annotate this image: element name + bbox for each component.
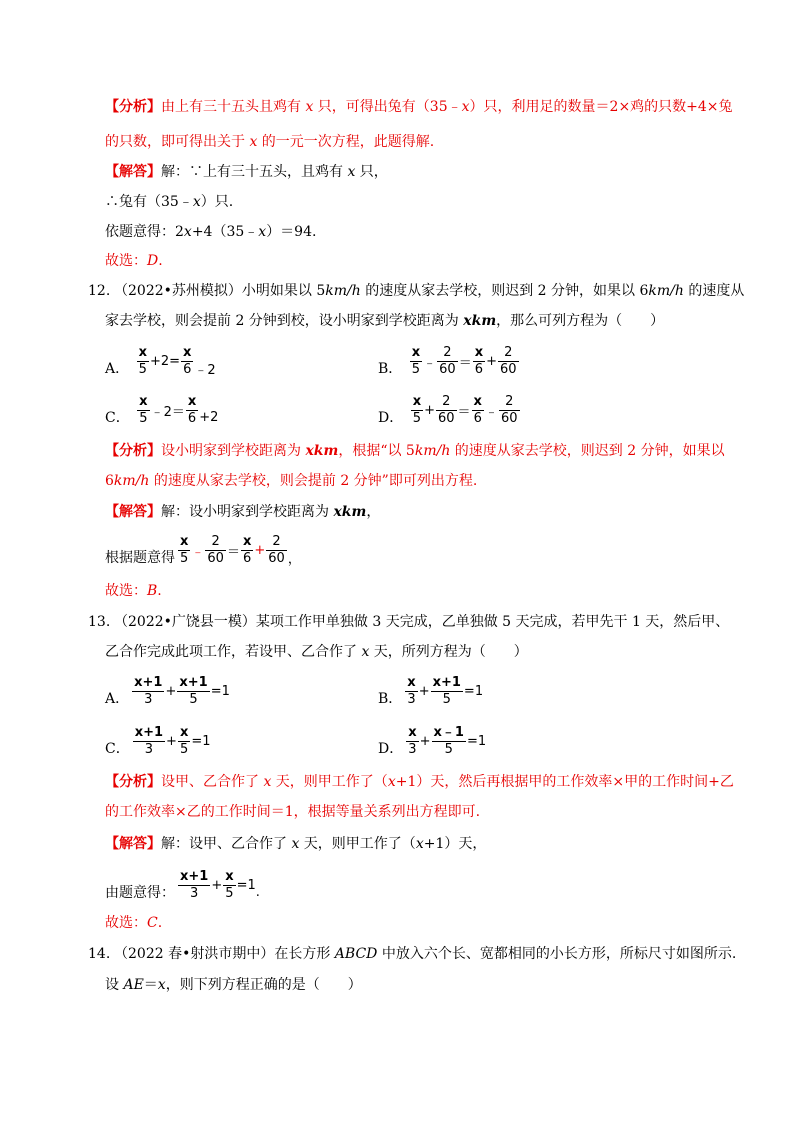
q11-answer-line3 [105,222,316,242]
numerator: x [180,534,189,549]
fraction [473,345,485,378]
numerator: 2 [437,345,458,362]
text: ，则下列方程正确的是（ ） [165,977,362,993]
numerator: x [225,869,234,884]
denominator: 3 [407,692,416,707]
numerator: x [138,345,147,360]
q11-analysis-line1 [105,97,733,117]
text: 的只数，即可得出关于 [105,134,250,150]
text: 由上有三十五头且鸡有 [161,99,306,115]
text: ）只. [200,194,234,210]
fraction [137,345,149,378]
numerator: x+1 [134,725,164,740]
q12-option-b[interactable] [378,340,520,378]
numerator: 2 [266,534,287,551]
answer-letter: D [147,253,159,269]
q11-analysis-line2 [105,132,434,152]
var: xkm [333,504,367,520]
unit: km/h [648,283,684,299]
denominator: 3 [408,742,417,757]
numerator: x [407,675,416,690]
text: ）只，利用足的数量＝2×鸡的只数+4×兔 [469,99,733,115]
fraction [177,675,209,708]
option-label: A． [105,361,130,377]
denominator: 5 [139,411,148,426]
answer-tag: 【解答】 [105,164,161,180]
q12-option-c[interactable] [105,389,218,427]
text: ，根据“以 5 [338,443,415,459]
numerator: x [187,394,197,409]
text: . [157,915,163,931]
fraction [498,345,519,378]
q13-option-c[interactable] [105,718,211,758]
question-number: 12. [88,283,111,299]
fraction [133,725,165,758]
option-label: D． [378,741,404,757]
numerator: x [411,345,421,360]
operator: =1 [191,734,211,749]
text: . [158,253,163,269]
denominator: 5 [412,411,422,426]
operator: =1 [463,684,484,699]
analysis-tag: 【分析】 [105,99,161,115]
q12-stem-line1 [114,281,744,301]
text: 乙合作完成此项工作，若设甲、乙合作了 [105,644,362,660]
text: ∴兔有（35﹣ [105,194,193,210]
operator: + [166,734,177,749]
text: 设甲、乙合作了 [161,774,264,790]
denominator: 5 [180,742,189,757]
text: 天，所列方程为（ ） [369,644,528,660]
analysis-tag: 【分析】 [105,443,161,459]
var: x [258,224,267,240]
question-number: 14. [88,946,111,962]
denominator: 6 [473,411,482,426]
operator: ﹣ [484,405,498,420]
denominator: 60 [268,551,285,566]
answer-tag: 【解答】 [105,504,161,520]
text: （2022•苏州模拟）小明如果以 5 [114,283,326,299]
operator: ﹣2 [194,363,216,378]
denominator: 5 [442,692,451,707]
numerator: x+1 [180,869,209,884]
text: 依题意得：2 [105,224,184,240]
var: xkm [463,313,497,329]
text: +1）天， [423,836,487,852]
q13-analysis-line2 [105,802,480,822]
operator: =1 [466,734,487,749]
var: ABCD [334,946,378,962]
operator: ﹣ [191,545,205,560]
numerator: x [139,394,148,409]
fraction [406,725,418,758]
fraction [431,675,463,708]
text: 解：∵上有三十五头，且鸡有 [161,164,348,180]
option-label: A． [105,691,130,707]
text: 的一元一次方程，此题得解. [257,134,435,150]
numerator: 2 [498,345,519,362]
unit: km/h [113,473,150,489]
var: xkm [305,443,339,459]
denominator: 60 [500,362,517,377]
option-label: B． [378,361,403,377]
var: x [291,836,300,852]
denominator: 60 [439,362,456,377]
punctuation: . [255,885,260,900]
operator: + [418,684,430,699]
text: 设 [105,977,124,993]
question-number: 13. [88,614,111,630]
text: 的速度从家去学校，则迟到 2 分钟，如果以 [450,443,725,459]
text: 解：设小明家到学校距离为 [161,504,334,520]
text: 故选： [105,583,147,599]
q12-answer-equation [105,527,301,567]
operator: +2= [149,354,181,369]
q12-answer-line1 [105,502,380,522]
text: 中放入六个长、宽都相同的小长方形，所标尺寸如图所示. [377,946,737,962]
q13-answer-line1 [105,834,486,854]
operator: =1 [236,878,256,893]
operator: + [165,684,177,699]
text: +1）天，然后再根据甲的工作效率×甲的工作时间+乙 [395,774,734,790]
analysis-tag: 【分析】 [105,774,161,790]
denominator: 60 [207,551,224,566]
q11-answer-line2 [105,192,233,212]
option-label: C． [105,741,130,757]
denominator: 5 [444,742,453,757]
q13-analysis-line1 [105,772,734,792]
text: 设小明家到学校距离为 [161,443,306,459]
q14-stem-line2 [105,975,362,995]
text: ）＝94. [266,224,317,240]
text: 6 [105,473,114,489]
denominator: 5 [180,551,189,566]
fraction [411,394,423,427]
operator: + [419,734,431,749]
denominator: 5 [138,362,147,377]
denominator: 6 [187,411,197,426]
q13-option-a[interactable] [105,668,230,708]
numerator: 2 [499,394,520,411]
operator: + [424,403,435,418]
text: 天，则甲工作了（ [271,774,388,790]
text: ， [366,504,381,520]
text: 解：设甲、乙合作了 [161,836,292,852]
operator: =1 [210,684,230,699]
fraction [178,725,190,758]
operator: ＝ [457,405,471,420]
var: x [461,99,470,115]
fraction [405,675,417,708]
var: x [183,224,192,240]
fraction [499,394,520,427]
answer-letter: C [147,915,158,931]
q12-analysis-line1 [105,441,725,461]
text: 的速度从家去学校，则会提前 2 分钟”即可列出方程. [149,473,478,489]
var: x [157,977,166,993]
q13-stem-line1 [114,612,729,632]
operator: +2 [199,410,219,425]
var: x [263,774,272,790]
option-label: B． [378,691,403,707]
var: x [361,644,370,660]
q11-choice [105,251,163,271]
denominator: 5 [189,692,198,707]
numerator: x [242,534,252,549]
q12-option-a[interactable] [105,340,216,378]
q13-choice [105,913,162,933]
numerator: x﹣1 [433,725,464,740]
denominator: 5 [225,886,234,901]
q13-stem-line2 [105,642,528,662]
numerator: x [408,725,417,740]
q12-option-d[interactable] [378,389,521,427]
q12-choice [105,581,162,601]
q13-answer-equation [105,862,260,902]
var: x [249,134,258,150]
option-label: C． [105,410,130,426]
fraction [137,394,149,427]
var: AE [123,977,144,993]
operator: ＝ [458,356,472,371]
text: . [157,583,162,599]
text: 只，可得出兔有（35﹣ [313,99,462,115]
text: 故选： [105,253,147,269]
fraction [132,675,164,708]
fraction [437,345,458,378]
q12-stem-line2 [105,311,664,331]
fraction [205,534,226,567]
operator: ﹣ [423,356,437,371]
numerator: x+1 [134,675,163,690]
unit: km/h [414,443,451,459]
numerator: x+1 [179,675,208,690]
denominator: 3 [190,886,199,901]
denominator: 6 [183,362,192,377]
answer-letter: B [147,583,158,599]
fraction [178,869,210,902]
denominator: 3 [144,742,154,757]
operator: ﹣2＝ [150,405,185,420]
operator: + [486,354,498,369]
text: 故选： [105,915,147,931]
var: x [387,774,396,790]
numerator: x [473,394,482,409]
denominator: 6 [243,551,252,566]
text: （2022•广饶县一模）某项工作甲单独做 3 天完成，乙单独做 5 天完成，若甲先干 1 天，然后甲、 [114,614,730,630]
fraction [178,534,190,567]
text: ＝ [143,977,158,993]
fraction [181,345,193,378]
text: ，那么可列方程为（ ） [496,313,665,329]
fraction [472,394,484,427]
numerator: x [412,394,422,409]
text: 天，则甲工作了（ [299,836,416,852]
text: 的速度从家去学校，则迟到 2 分钟，如果以 6 [360,283,649,299]
numerator: x [183,345,192,360]
denominator: 60 [500,411,518,426]
var: x [347,164,356,180]
q13-option-d[interactable] [378,718,486,758]
text: 由题意得： [105,885,175,901]
var: x [305,99,314,115]
operator: + [211,878,223,893]
text: 的速度从 [683,283,745,299]
q11-answer-line1 [105,162,388,182]
text: （2022 春•射洪市期中）在长方形 [114,946,335,962]
fraction [436,394,457,427]
operator: ＝ [226,545,240,560]
fraction [223,869,235,902]
var: x [192,194,201,210]
text: 根据题意得 [105,550,175,566]
fraction [266,534,287,567]
unit: km/h [325,283,361,299]
numerator: 2 [205,534,226,551]
text: 的工作效率×乙的工作时间＝1，根据等量关系列出方程即可. [105,804,481,820]
q12-analysis-line2 [105,471,477,491]
numerator: x [474,345,484,360]
denominator: 60 [437,411,455,426]
fraction [241,534,253,567]
q14-stem-line1 [114,944,736,964]
text: 只， [355,164,388,180]
denominator: 6 [474,362,484,377]
numerator: x+1 [432,675,461,690]
option-label: D． [378,410,404,426]
text: 家去学校，则会提前 2 分钟到校，设小明家到学校距离为 [105,313,464,329]
numerator: 2 [436,394,457,411]
punctuation: ， [287,552,301,567]
q13-option-b[interactable] [378,668,483,708]
fraction [432,725,466,758]
answer-tag: 【解答】 [105,836,161,852]
denominator: 3 [144,692,153,707]
operator: + [254,543,266,558]
var: x [415,836,424,852]
text: +4（35﹣ [191,224,259,240]
numerator: x [179,725,189,740]
fraction [410,345,422,378]
denominator: 5 [411,362,421,377]
fraction [186,394,198,427]
